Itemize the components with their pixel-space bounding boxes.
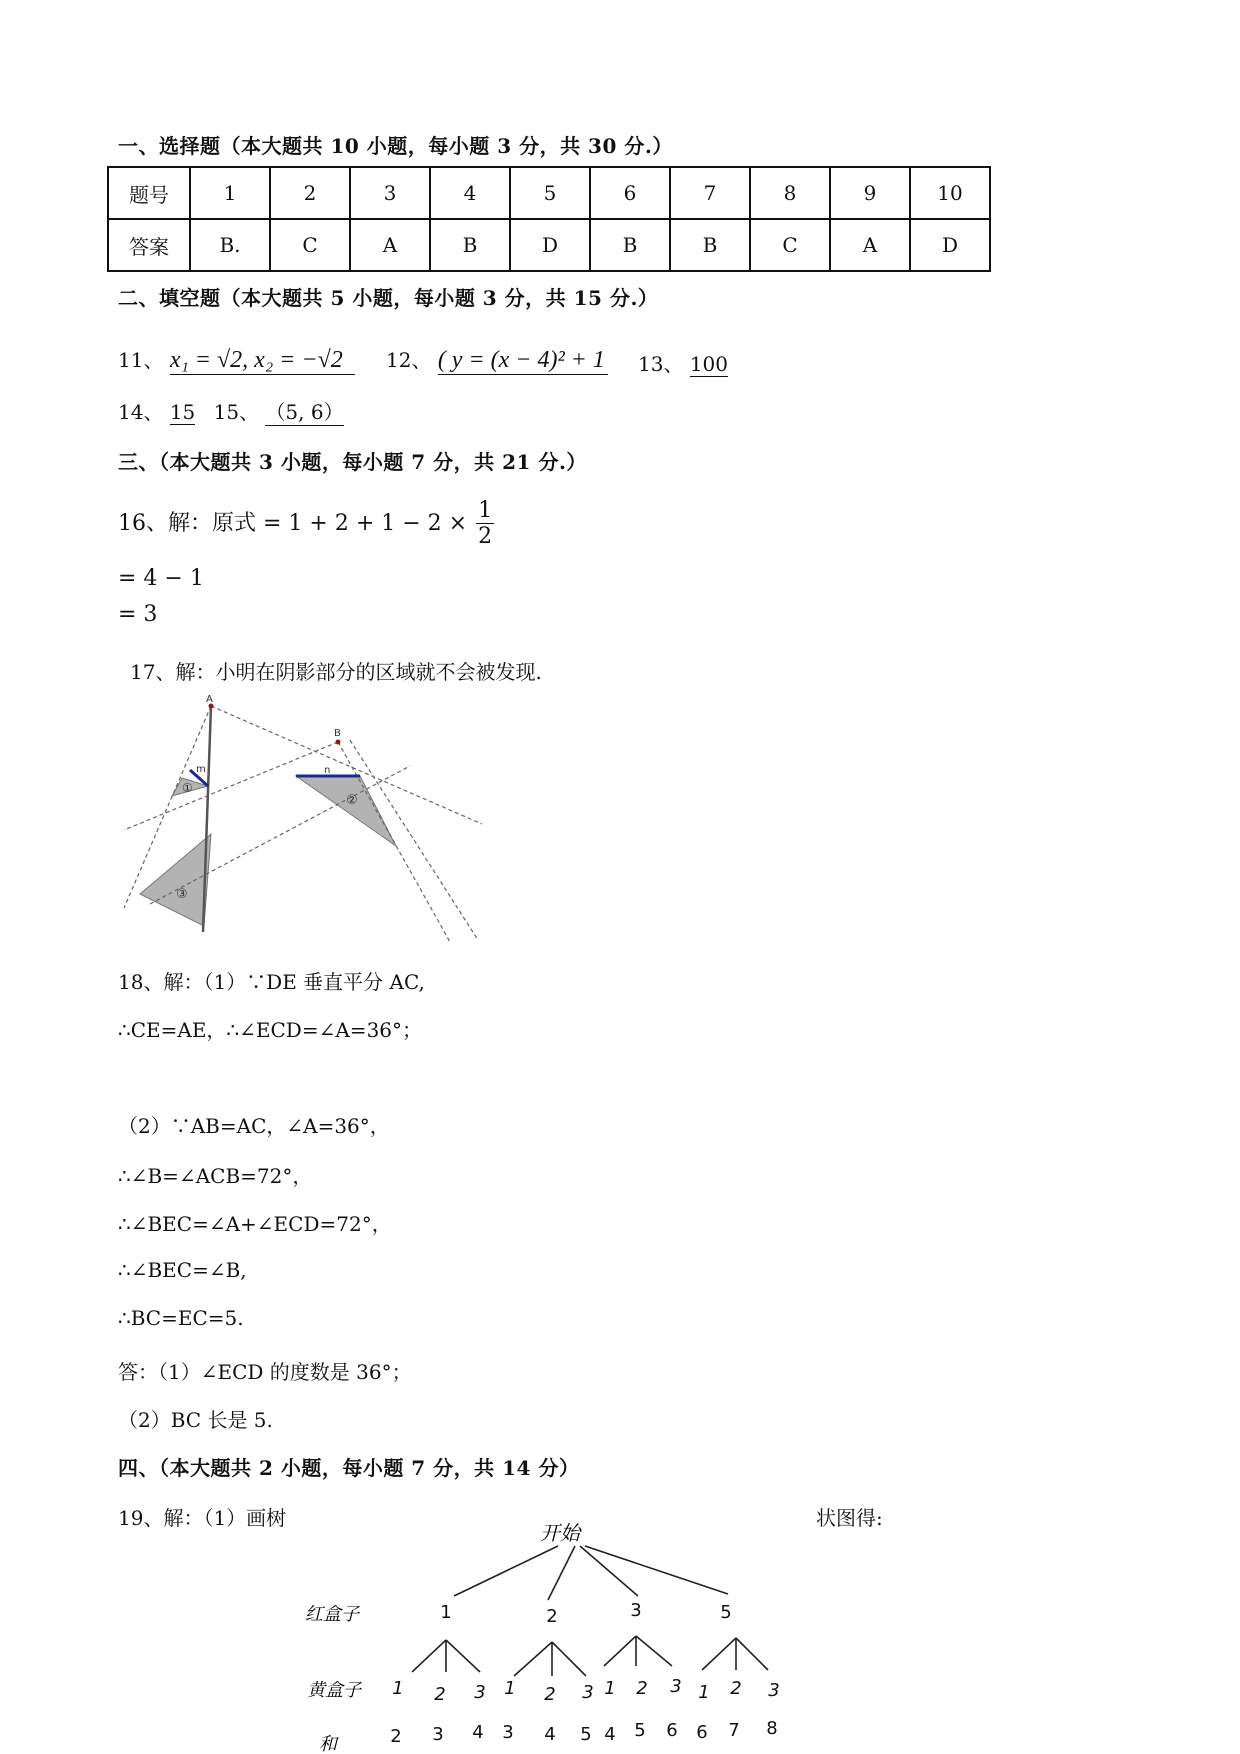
tree-sum-value: 4 <box>544 1724 556 1745</box>
q14-answer: 15 <box>169 400 196 424</box>
table-cell: 1 <box>190 167 270 219</box>
region-1-label: ① <box>182 781 193 795</box>
region-3-label: ③ <box>176 887 188 902</box>
tree-yellow-value: 2 <box>544 1684 556 1705</box>
q15-number: 15、 <box>213 400 260 424</box>
tree-sum-value: 3 <box>432 1724 444 1745</box>
tree-sum-value: 8 <box>766 1718 778 1739</box>
tree-branches <box>412 1546 768 1676</box>
q16-expression: 16、解：原式 = 1 + 2 + 1 − 2 × <box>118 510 468 536</box>
table-row-header <box>108 167 990 219</box>
table-cell: B <box>670 219 750 271</box>
q17-figure <box>110 694 490 944</box>
tree-yellow-value: 1 <box>392 1678 404 1699</box>
q14-number: 14、 <box>118 400 164 424</box>
tree-yellow-value: 2 <box>434 1684 446 1705</box>
q19-text-left: 19、解：（1）画树 <box>118 1506 287 1530</box>
table-cell: C <box>750 219 830 271</box>
q18-line4: ∴∠B=∠ACB=72°， <box>118 1164 313 1188</box>
tree-sum-value: 6 <box>696 1722 708 1743</box>
q13 <box>638 348 728 377</box>
tree-yellow-value: 1 <box>604 1678 616 1699</box>
tree-yellow-value: 2 <box>636 1678 648 1699</box>
section-1-title: 一、选择题（本大题共 10 小题，每小题 3 分，共 30 分.） <box>118 134 673 158</box>
tree-red-value: 1 <box>440 1602 452 1623</box>
table-cell: 题号 <box>108 167 190 219</box>
tree-yellow-value: 3 <box>582 1682 594 1703</box>
tree-sum-value: 4 <box>604 1724 616 1745</box>
wall-line <box>203 706 211 932</box>
tree-sum-value: 7 <box>728 1720 740 1741</box>
q18-line6: ∴∠BEC=∠B, <box>118 1258 247 1282</box>
tree-red-value: 3 <box>630 1600 642 1621</box>
table-cell: A <box>350 219 430 271</box>
table-cell: B. <box>190 219 270 271</box>
tree-sum-value: 6 <box>666 1720 678 1741</box>
section-4-title: 四、（本大题共 2 小题，每小题 7 分，共 14 分） <box>118 1456 580 1480</box>
fraction-denominator: 2 <box>478 524 493 550</box>
fraction-numerator: 1 <box>478 498 493 523</box>
q11 <box>118 344 355 375</box>
tree-yellow-value: 3 <box>768 1680 780 1701</box>
table-cell: D <box>510 219 590 271</box>
table-cell: B <box>590 219 670 271</box>
q12-number: 12、 <box>386 348 432 372</box>
table-cell: 7 <box>670 167 750 219</box>
shaded-region-2 <box>296 776 396 846</box>
table-cell: 5 <box>510 167 590 219</box>
tree-yellow-value: 1 <box>504 1678 516 1699</box>
point-b <box>336 740 341 745</box>
q18-line8: 答：（1）∠ECD 的度数是 36°； <box>118 1360 412 1384</box>
tree-start-label: 开始 <box>540 1521 580 1545</box>
q16-step3: = 3 <box>118 602 158 627</box>
region-2-label: ② <box>346 793 358 808</box>
table-cell: 答案 <box>108 219 190 271</box>
q12-answer: ( y = (x − 4)² + 1 <box>438 347 608 375</box>
label-n: n <box>324 765 331 776</box>
q13-answer: 100 <box>689 352 728 376</box>
tree-yellow-value: 1 <box>698 1682 710 1703</box>
tree-yellow-value: 3 <box>474 1682 486 1703</box>
q18-line7: ∴BC=EC=5. <box>118 1306 244 1330</box>
answer-table <box>107 166 991 272</box>
table-cell: 2 <box>270 167 350 219</box>
table-row-answers <box>108 219 990 271</box>
q18-line1: 18、解：（1）∵DE 垂直平分 AC, <box>118 970 425 994</box>
q18-line9: （2）BC 长是 5. <box>118 1408 273 1432</box>
label-a: A <box>206 694 213 705</box>
tree-sum-value: 5 <box>634 1720 646 1741</box>
tree-yellow-value: 2 <box>730 1678 742 1699</box>
q13-number: 13、 <box>638 352 684 376</box>
shaded-region-3 <box>140 834 211 926</box>
q18-line3: （2）∵AB=AC，∠A=36°， <box>118 1114 390 1138</box>
tree-diagram <box>290 1518 830 1754</box>
tree-red-value: 5 <box>720 1602 732 1623</box>
tree-sum-value: 2 <box>390 1726 402 1747</box>
table-cell: 4 <box>430 167 510 219</box>
table-cell: C <box>270 219 350 271</box>
section-3-title: 三、（本大题共 3 小题，每小题 7 分，共 21 分.） <box>118 450 587 474</box>
q12 <box>386 344 608 375</box>
label-m: m <box>196 764 206 775</box>
tree-row-sum: 和 <box>319 1734 337 1754</box>
q16-step2: = 4 − 1 <box>118 566 204 591</box>
tree-row-red: 红盒子 <box>305 1604 359 1625</box>
q15-answer: （5, 6） <box>265 396 343 426</box>
tree-sum-value: 3 <box>502 1722 514 1743</box>
table-cell: 9 <box>830 167 910 219</box>
section-2-title: 二、填空题（本大题共 5 小题，每小题 3 分，共 15 分.） <box>118 286 659 310</box>
table-cell: A <box>830 219 910 271</box>
tree-sum-value: 5 <box>580 1724 592 1745</box>
fraction <box>476 498 494 550</box>
tree-yellow-value: 3 <box>670 1676 682 1697</box>
q18-line2: ∴CE=AE，∴∠ECD=∠A=36°； <box>118 1018 423 1042</box>
tree-row-yellow: 黄盒子 <box>307 1680 361 1701</box>
tree-sum-value: 4 <box>472 1722 484 1743</box>
tree-red-value: 2 <box>546 1606 558 1627</box>
q19-text-right: 状图得: <box>816 1506 883 1530</box>
q11-answer: x₁ = √2, x₂ = −√2 <box>170 347 355 375</box>
q14-q15 <box>118 396 344 426</box>
table-cell: B <box>430 219 510 271</box>
q18-line5: ∴∠BEC=∠A+∠ECD=72°， <box>118 1212 392 1236</box>
q16-line1 <box>118 498 494 550</box>
q17-text: 17、解：小明在阴影部分的区域就不会被发现. <box>130 660 542 684</box>
table-cell: 8 <box>750 167 830 219</box>
table-cell: 3 <box>350 167 430 219</box>
table-cell: D <box>910 219 990 271</box>
table-cell: 10 <box>910 167 990 219</box>
table-cell: 6 <box>590 167 670 219</box>
q11-number: 11、 <box>118 348 164 372</box>
label-b: B <box>334 728 341 739</box>
